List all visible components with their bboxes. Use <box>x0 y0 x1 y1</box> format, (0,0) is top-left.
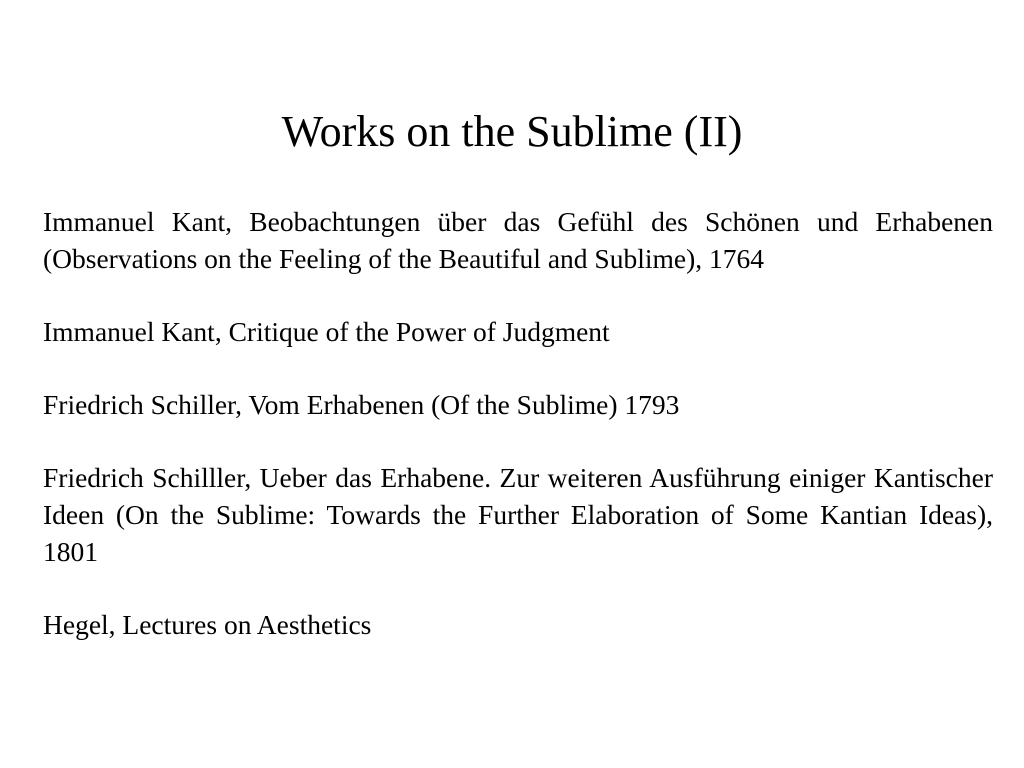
entry-schiller-ueber-das-erhabene: Friedrich Schilller, Ueber das Erhabene. Zur weiteren Ausführung einiger Kantischer Ideen (On the Sublime: Towards the Further Elaboration of Some Kantian Ideas), 1801 <box>43 462 993 567</box>
slide-title: Works on the Sublime (II) <box>281 107 743 156</box>
entry-kant-critique-judgment: Immanuel Kant, Critique of the Power of Judgment <box>43 316 610 347</box>
bibliography-list <box>43 203 993 643</box>
entry-kant-beobachtungen: Immanuel Kant, Beobachtungen über das Gefühl des Schönen und Erhabenen (Observations on the Feeling of the Beautiful and Sublime), 1764 <box>43 206 993 274</box>
entry-hegel-aesthetics: Hegel, Lectures on Aesthetics <box>43 609 372 640</box>
entry-schiller-vom-erhabenen: Friedrich Schiller, Vom Erhabenen (Of the Sublime) 1793 <box>43 389 680 420</box>
